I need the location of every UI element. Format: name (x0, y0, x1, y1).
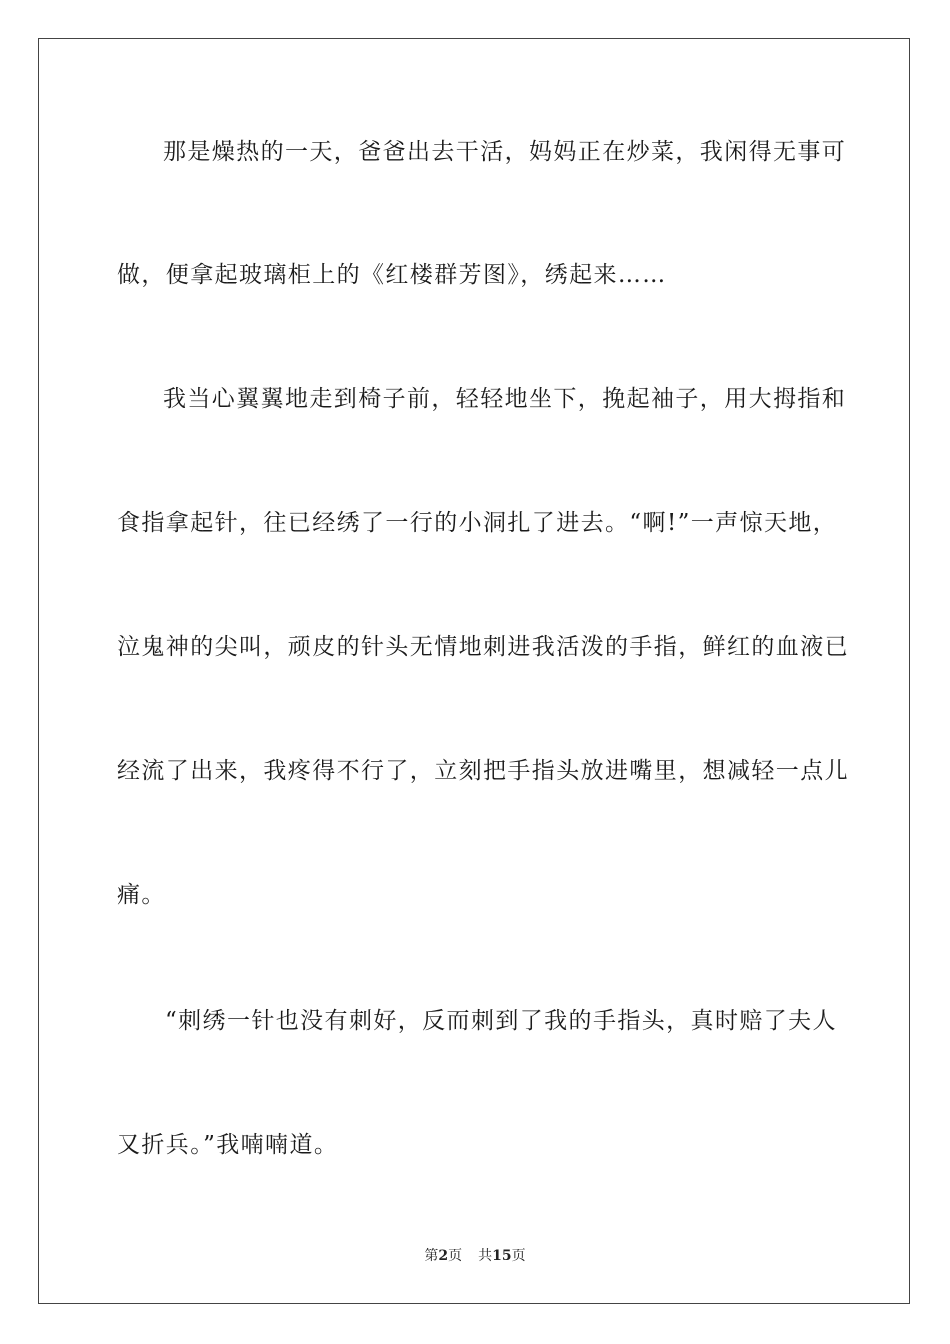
paragraph-3-line-2: 又折兵。”我喃喃道。 (117, 1132, 339, 1158)
paragraph-2-line-4: 经流了出来，我疼得不行了，立刻把手指头放进嘴里，想减轻一点儿 (117, 758, 849, 784)
paragraph-2-line-1: 我当心翼翼地走到椅子前，轻轻地坐下，挽起袖子，用大拇指和 (163, 386, 847, 412)
paragraph-2-line-2: 食指拿起针，往已经绣了一行的小洞扎了进去。“啊!”一声惊天地， (117, 510, 838, 536)
paragraph-2-line-3: 泣鬼神的尖叫，顽皮的针头无情地刺进我活泼的手指，鲜红的血液已 (117, 634, 849, 660)
total-pages: 15 (492, 1248, 512, 1264)
page-border (38, 38, 910, 1304)
page-number: 2 (438, 1248, 449, 1264)
page-footer (0, 1247, 950, 1265)
total-suffix: 页 (511, 1248, 526, 1264)
paragraph-3-line-1: “刺绣一针也没有刺好，反而刺到了我的手指头，真时赔了夫人 (165, 1008, 837, 1034)
paragraph-2-line-5: 痛。 (117, 882, 166, 908)
total-prefix: 共 (478, 1248, 493, 1264)
page-suffix: 页 (448, 1248, 463, 1264)
paragraph-1-line-2: 做，便拿起玻璃柜上的《红楼群芳图》，绣起来…… (117, 262, 667, 288)
page-prefix: 第 (424, 1248, 439, 1264)
paragraph-1-line-1: 那是燥热的一天，爸爸出去干活，妈妈正在炒菜，我闲得无事可 (163, 139, 847, 165)
